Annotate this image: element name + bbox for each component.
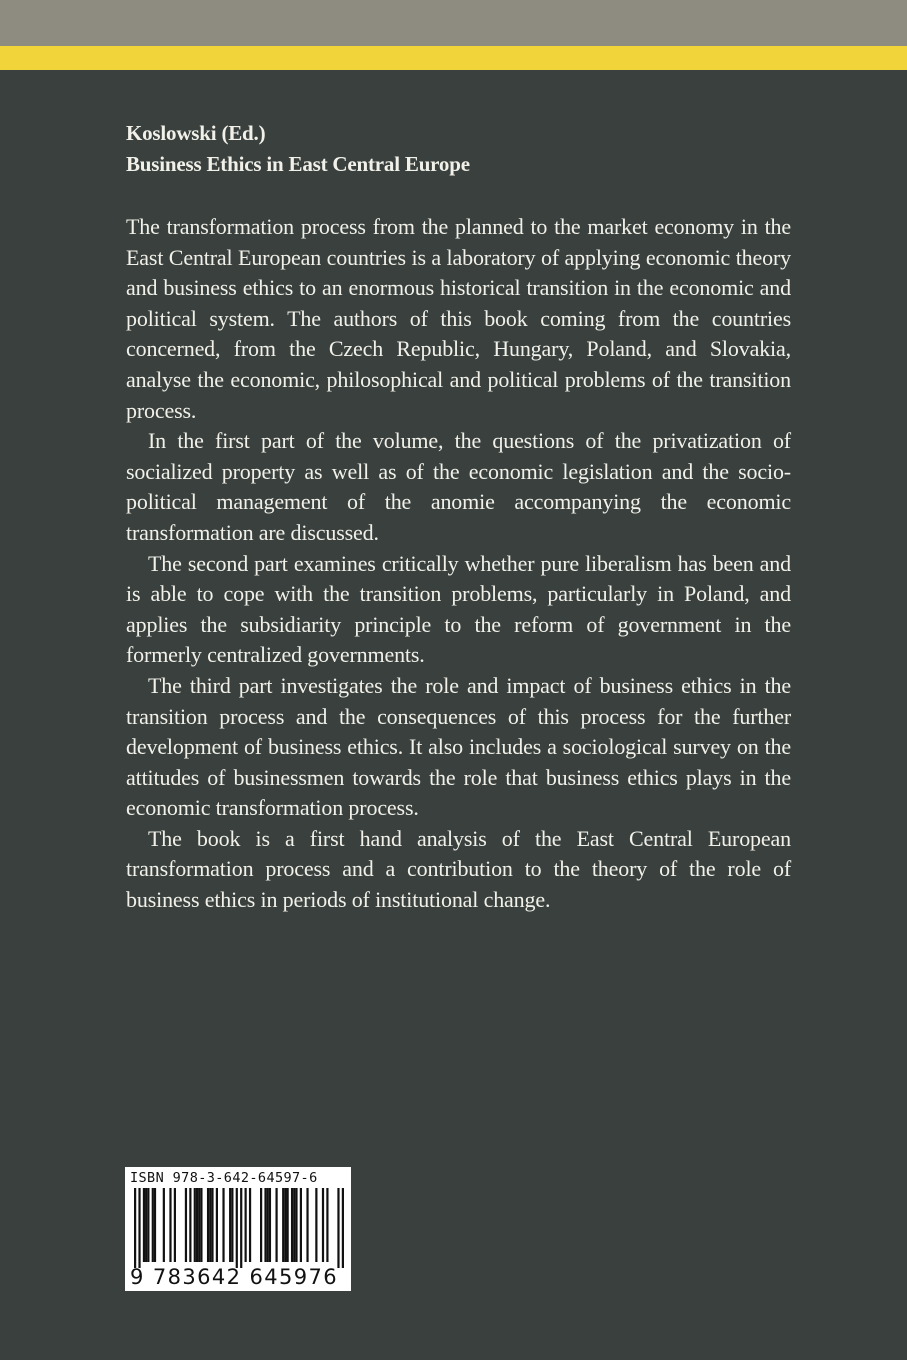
barcode-bar [200, 1188, 202, 1262]
barcode-bar [138, 1188, 140, 1268]
barcode-bar [143, 1188, 145, 1262]
barcode-bar [249, 1188, 251, 1262]
barcode-bar [207, 1188, 209, 1262]
barcode-bar [293, 1188, 295, 1262]
barcode-bar [287, 1188, 289, 1262]
barcode-bar [185, 1188, 187, 1262]
barcode-bar [216, 1188, 218, 1262]
barcode-bar [291, 1188, 293, 1262]
barcode-bar [260, 1188, 262, 1262]
barcode-bar [306, 1188, 308, 1262]
blurb-text [126, 212, 791, 916]
yellow-accent-stripe [0, 46, 907, 70]
barcode-bar [284, 1188, 286, 1262]
barcode-bar [315, 1188, 317, 1262]
barcode-bar [295, 1188, 297, 1262]
barcode-bars [134, 1188, 344, 1268]
barcode-bar [282, 1188, 284, 1262]
barcode-bar [222, 1188, 224, 1262]
editor-name: Koslowski (Ed.) [126, 121, 266, 145]
barcode-bar [322, 1188, 324, 1262]
barcode-bar [342, 1188, 344, 1268]
blurb-paragraph-part-one: In the first part of the volume, the questions of the privatization of socialized property as well as of the economic legislation and the socio-political management of the anomie accompanying the economic transformation are discussed. [126, 428, 791, 545]
cover-heading [126, 118, 791, 180]
barcode-bar [229, 1188, 231, 1262]
barcode-bar [152, 1188, 154, 1262]
barcode-bar [337, 1188, 339, 1268]
book-title: Business Ethics in East Central Europe [126, 152, 470, 176]
blurb-paragraph-part-three: The third part investigates the role and impact of business ethics in the transition process and the consequences of this process for the further development of business ethics. It also includes a sociological survey on the attitudes of businessmen towards the role that business ethics plays in the economic transformation process. [126, 672, 791, 821]
barcode-bar [174, 1188, 176, 1262]
blurb-paragraph-part-two: The second part examines critically whether pure liberalism has been and is able to cope with the transition problems, particularly in Poland, and applies the subsidiarity principle to the reform of government in the formerly centralized governments. [126, 550, 791, 668]
barcode-bar [264, 1188, 266, 1262]
ean-digits: 9 783642 645976 [130, 1265, 339, 1289]
barcode-bar [154, 1188, 156, 1262]
barcode-bar [300, 1188, 302, 1262]
barcode-bar [134, 1188, 136, 1268]
barcode-bar [145, 1188, 147, 1262]
barcode-bar [267, 1188, 269, 1262]
barcode-bar [169, 1188, 171, 1262]
barcode-bar [211, 1188, 213, 1262]
barcode-bar [198, 1188, 200, 1262]
barcode-bar [209, 1188, 211, 1262]
isbn-barcode [125, 1167, 351, 1291]
back-cover-content [126, 118, 791, 916]
barcode-bar [326, 1188, 328, 1262]
barcode-bar [231, 1188, 233, 1262]
blurb-paragraph-intro: The transformation process from the planned to the market economy in the East Central European countries is a laboratory of applying economic theory and business ethics to an enormous historical transition in the economic and political system. The authors of this book coming from the countries concerned, from the Czech Republic, Hungary, Poland, and Slovakia, analyse the economic, philosophical and political problems of the transition process. [126, 214, 791, 423]
top-gray-band [0, 0, 907, 46]
barcode-bar [245, 1188, 247, 1262]
barcode-bar [194, 1188, 196, 1262]
barcode-bar [189, 1188, 191, 1262]
barcode-bar [275, 1188, 277, 1262]
barcode-bar [196, 1188, 198, 1262]
blurb-paragraph-conclusion: The book is a first hand analysis of the East Central European transformation process and a contribution to the theory of the role of business ethics in periods of institutional change. [126, 825, 791, 913]
barcode-bar [240, 1188, 242, 1268]
barcode-bar [236, 1188, 238, 1268]
barcode-bar [269, 1188, 271, 1262]
barcode-bar [163, 1188, 165, 1262]
barcode-bar [147, 1188, 149, 1262]
isbn-label: ISBN 978-3-642-64597-6 [130, 1170, 318, 1186]
